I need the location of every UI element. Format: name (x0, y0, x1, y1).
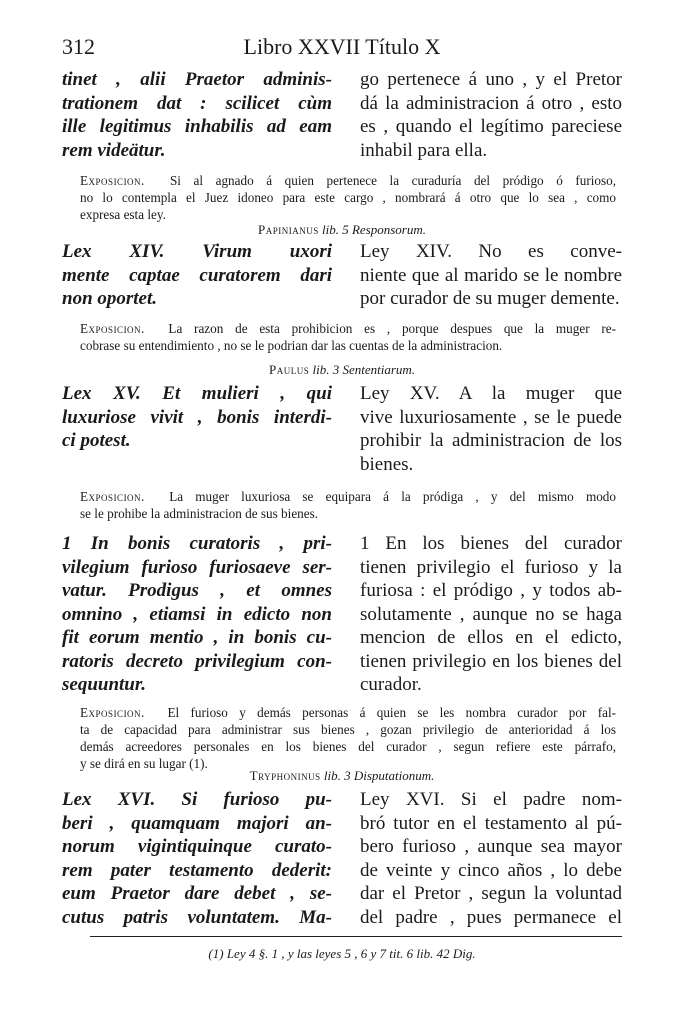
spanish-line: vive luxuriosamente , se le puede (360, 406, 622, 428)
spanish-line: dar el Pretor , segun la voluntad (360, 883, 622, 904)
latin-line: ratoris decreto privilegium con- (62, 650, 332, 672)
exposition-1 (80, 172, 616, 223)
exposition-line: se le prohibe la administracion de sus bienes. (80, 506, 319, 521)
latin-line: mente captae curatorem dari (62, 264, 332, 286)
spanish-line: bienes. (360, 453, 414, 475)
spanish-line: Ley XVI. Si el padre nom- (360, 789, 622, 810)
footnote: (1) Ley 4 §. 1 , y las leyes 5 , 6 y 7 tit. 6 lib. 42 Dig. (208, 946, 476, 961)
spanish-column (360, 788, 622, 929)
source-reference: lib. 3 Sententiarum. (312, 362, 416, 377)
exposition-line: Si al agnado á quien pertenece la curaduría del pródigo ó furioso, (169, 173, 616, 188)
spanish-line: bró tutor en el testamento al pú- (360, 812, 622, 834)
latin-line: omnino , etiamsi in edicto non (62, 603, 332, 625)
latin-column (62, 788, 332, 929)
exposition-line: La razon de esta prohibicion es , porque despues que la muger re- (168, 321, 616, 336)
exposition-line: y se dirá en su lugar (1). (80, 756, 208, 771)
spanish-line: 1 En los bienes del curador (360, 533, 622, 554)
spanish-line: por curador de su muger demente. (360, 288, 620, 309)
exposition-line: El furioso y demás personas á quien se les nombra curador por fal- (167, 705, 616, 720)
exposition-4 (80, 704, 616, 772)
latin-line: norum vigintiquinque curato- (62, 836, 332, 857)
source-reference: lib. 3 Disputationum. (323, 768, 435, 783)
exposition-label: Exposicion. (80, 173, 145, 188)
parallel-block-3 (62, 382, 622, 476)
spanish-line: mencion de ellos en el edicto, (360, 627, 622, 648)
latin-line: 1 In bonis curatoris , pri- (62, 533, 332, 554)
exposition-line: La muger luxuriosa se equipara á la pródiga , y del mismo modo (169, 489, 616, 504)
latin-column (62, 68, 332, 162)
latin-line: rem pater testamento dederit: (62, 859, 332, 881)
source-attribution-1 (62, 222, 622, 238)
spanish-line: curador. (360, 674, 422, 695)
latin-line: ci potest. (62, 430, 131, 451)
spanish-line: dá la administracion á otro , esto (360, 92, 622, 114)
spanish-line: tienen privilegio el furioso y la (360, 556, 622, 578)
spanish-line: Ley XIV. No es conve- (360, 241, 622, 262)
parallel-block-5 (62, 788, 622, 929)
spanish-line: go pertenece á uno , y el Pretor (360, 69, 622, 90)
spanish-line: inhabil para ella. (360, 139, 488, 161)
latin-line: Lex XIV. Virum uxori (62, 241, 332, 262)
latin-line: ille legitimus inhabilis ad eam (62, 116, 332, 137)
latin-line: cutus patris voluntatem. Ma- (62, 906, 332, 928)
latin-column (62, 240, 332, 311)
spanish-line: solutamente , aunque no se haga (360, 603, 622, 625)
latin-line: vatur. Prodigus , et omnes (62, 580, 332, 601)
page-header (62, 34, 622, 64)
parallel-block-2 (62, 240, 622, 311)
latin-line: luxuriose vivit , bonis interdi- (62, 406, 332, 428)
running-title: Libro XXVII Título X (243, 34, 441, 59)
exposition-label: Exposicion. (80, 321, 145, 336)
latin-line: eum Praetor dare debet , se- (62, 883, 332, 904)
latin-line: beri , quamquam majori an- (62, 812, 332, 834)
parallel-block-4 (62, 532, 622, 697)
exposition-line: ta de capacidad para administrar sus bienes , gozan privilegio de anterioridad á los (80, 722, 616, 737)
jurist-name: Papinianus (258, 222, 319, 237)
latin-line: rem videätur. (62, 139, 166, 161)
spanish-line: bero furioso , aunque sea mayor (360, 836, 622, 857)
latin-line: fit eorum mentio , in bonis cu- (62, 627, 332, 648)
spanish-line: furiosa : el pródigo , y todos ab- (360, 580, 622, 601)
spanish-line: niente que al marido se le nombre (360, 264, 622, 286)
spanish-line: de veinte y cinco años , lo debe (360, 859, 622, 881)
latin-line: sequuntur. (62, 674, 146, 695)
latin-line: trationem dat : scilicet cùm (62, 92, 332, 114)
spanish-line: Ley XV. A la muger que (360, 383, 622, 404)
spanish-column (360, 532, 622, 697)
latin-line: non oportet. (62, 288, 158, 309)
spanish-line: del padre , pues permanece el (360, 906, 622, 928)
exposition-3 (80, 488, 616, 522)
source-attribution-2 (62, 362, 622, 378)
page-number: 312 (62, 34, 95, 59)
exposition-label: Exposicion. (80, 705, 145, 720)
spanish-column (360, 68, 622, 162)
spanish-line: tienen privilegio en los bienes del (360, 650, 622, 672)
exposition-line: cobrase su entendimiento , no se le podrian dar las cuentas de la administracion. (80, 338, 503, 353)
exposition-line: demás acreedores personales en los bienes del curador , segun refiere este párrafo, (80, 739, 616, 754)
exposition-line: no lo contempla el Juez idoneo para este cargo , nombrará á otro que lo sea , como (80, 190, 616, 205)
footnote-rule (90, 936, 622, 937)
jurist-name: Paulus (268, 362, 310, 377)
latin-line: tinet , alii Praetor adminis- (62, 69, 332, 90)
latin-column (62, 382, 332, 476)
source-attribution-4 (62, 768, 622, 784)
spanish-column (360, 240, 622, 311)
jurist-name: Tryphoninus (249, 768, 321, 783)
latin-line: vilegium furioso furiosaeve ser- (62, 556, 332, 578)
spanish-line: es , quando el legítimo pareciese (360, 116, 622, 137)
spanish-line: prohibir la administracion de los (360, 430, 622, 451)
source-reference: lib. 5 Responsorum. (321, 222, 426, 237)
latin-line: Lex XVI. Si furioso pu- (62, 789, 332, 810)
latin-column (62, 532, 332, 697)
exposition-line: expresa esta ley. (80, 207, 166, 222)
latin-line: Lex XV. Et mulieri , qui (62, 383, 332, 404)
parallel-block-1 (62, 68, 622, 162)
exposition-2 (80, 320, 616, 354)
exposition-label: Exposicion. (80, 489, 145, 504)
spanish-column (360, 382, 622, 476)
